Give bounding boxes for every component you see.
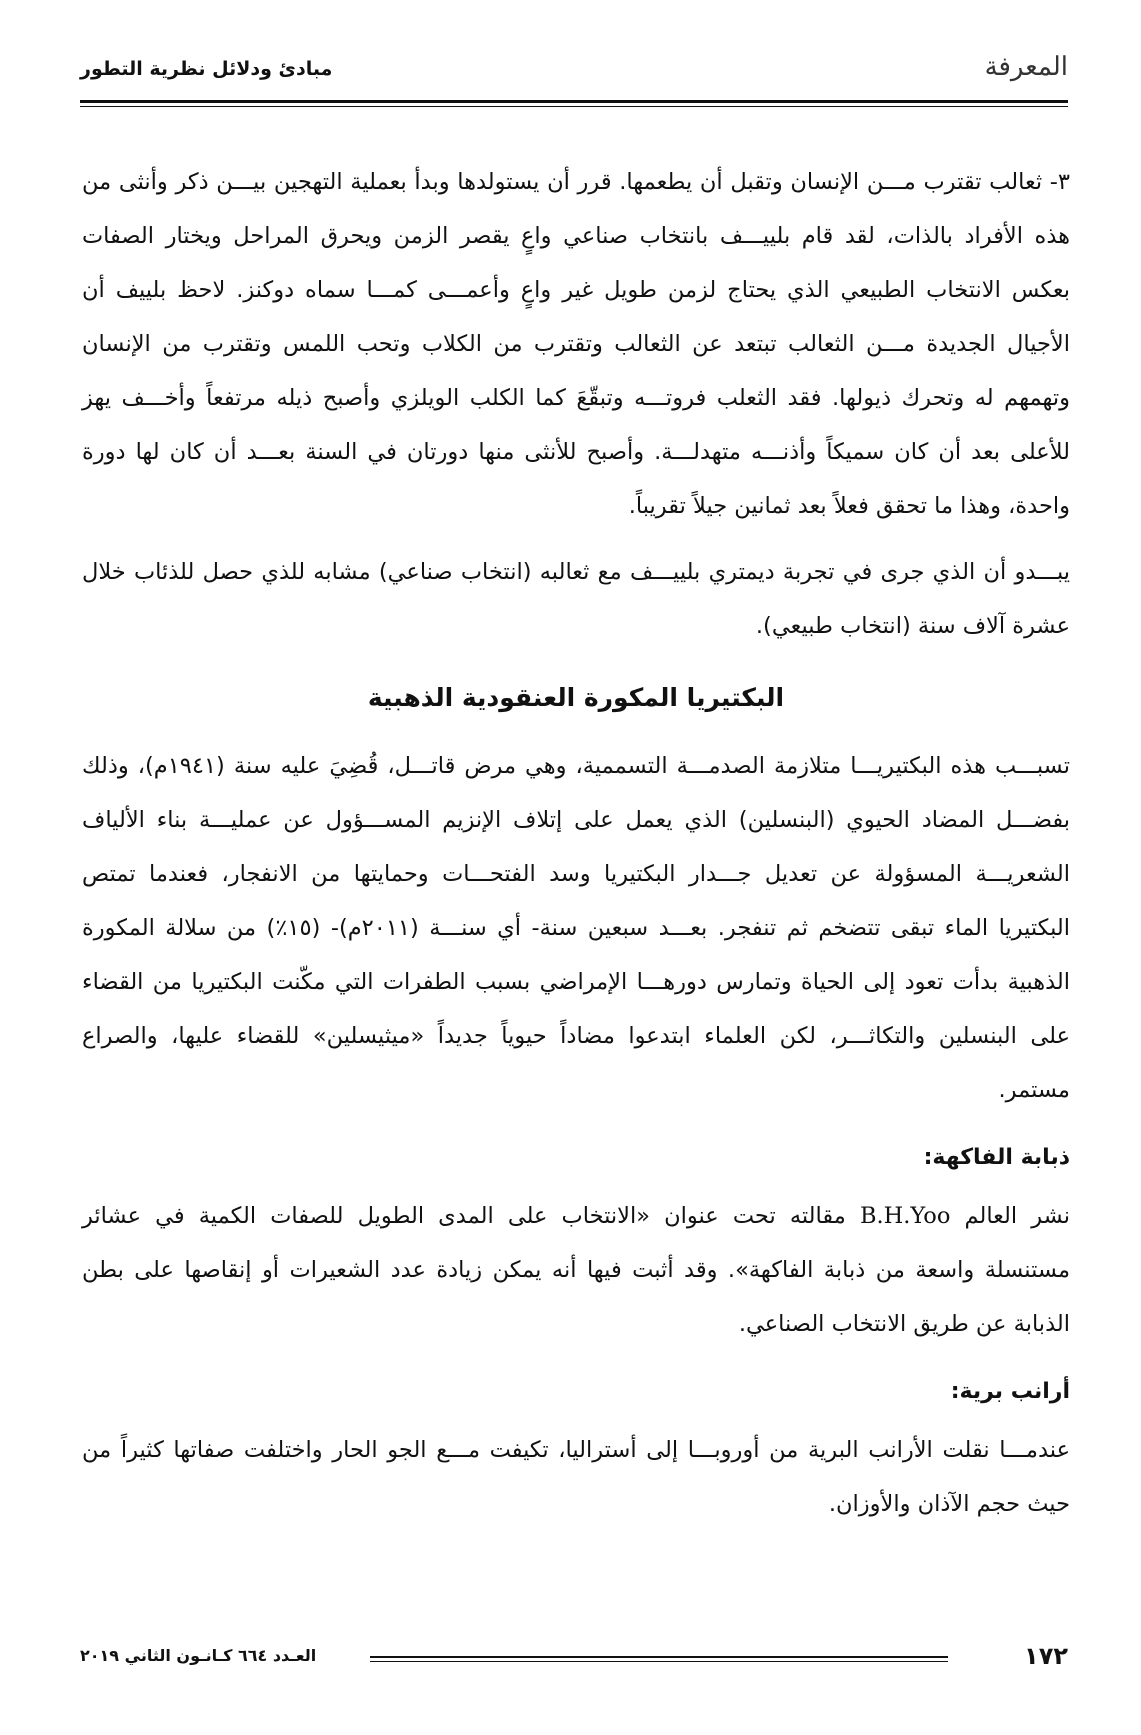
footer-divider: [370, 1656, 948, 1662]
header-divider: [80, 100, 1068, 107]
heading-rabbits: أرانب برية:: [950, 1379, 1070, 1404]
heading-fruit-fly: ذبابة الفاكهة:: [923, 1145, 1070, 1170]
paragraph-fruit-fly: [82, 1189, 1070, 1351]
paragraph-rabbits: عندمـــا نقلت الأرانب البرية من أوروبـــا إلى أستراليا، تكيفت مـــع الجو الحار واختلفت صفاتها كثيراً من حيث حجم الآذان والأوزان.: [82, 1437, 1070, 1517]
fruit-fly-text-start: نشر العالم: [950, 1203, 1070, 1229]
paragraph-comparison: يبـــدو أن الذي جرى في تجربة ديمتري بلييـــف مع ثعالبه (انتخاب صناعي) مشابه للذي حصل للذئاب خلال عشرة آلاف سنة (انتخاب طبيعي).: [82, 559, 1070, 639]
paragraph-bacteria: تسبـــب هذه البكتيريـــا متلازمة الصدمـــة التسممية، وهي مرض قاتـــل، قُضِيَ عليه سنة (١٩٤١م)، وذلك بفضـــل المضاد الحيوي (البنسلين) الذي يعمل على إتلاف الإنزيم المســـؤول عن عمليـــة بناء الألياف الشعريـــة المسؤولة عن تعديل جـــدار البكتيريا وسد الفتحـــات وحمايتها من الانفجار، فعندما تمتص البكتيريا الماء تبقى تتضخم ثم تنفجر. بعـــد سبعين سنة- أي سنـــة (٢٠١١م)- (١٥٪) من سلالة المكورة الذهبية بدأت تعود إلى الحياة وتمارس دورهـــا الإمراضي بسبب الطفرات التي مكّنت البكتيريا من القضاء على البنسلين والتكاثـــر، لكن العلماء ابتدعوا مضاداً حيوياً جديداً «ميثيسلين» للقضاء عليها، والصراع مستمر.: [82, 753, 1071, 1103]
section-title: البكتيريا المكورة العنقودية الذهبية: [367, 683, 785, 712]
page-number: ١٧٢: [1024, 1642, 1068, 1670]
page-header: [80, 48, 1068, 104]
fruit-fly-text-end: مقالته تحت عنوان «الانتخاب على المدى الطويل للصفات الكمية في عشائر مستنسلة واسعة من ذبابة الفاكهة». وقد أثبت فيها أنه يمكن زيادة عدد الشعيرات أو إنقاصها على بطن الذبابة عن طريق الانتخاب الصناعي.: [82, 1203, 1070, 1337]
issue-info: العـدد ٦٦٤ كـانـون الثاني ٢٠١٩: [80, 1646, 317, 1665]
page-footer: [80, 1638, 1068, 1678]
paragraph-foxes: ٣- ثعالب تقترب مـــن الإنسان وتقبل أن يطعمها. قرر أن يستولدها وبدأ بعملية التهجين بيـــن ذكر وأنثى من هذه الأفراد بالذات، لقد قام بلييـــف بانتخاب صناعي واعٍ يقصر الزمن ويحرق المراحل ويختار الصفات بعكس الانتخاب الطبيعي الذي يحتاج لزمن طويل غير واعٍ وأعمـــى كمـــا سماه دوكنز. لاحظ بلييف أن الأجيال الجديدة مـــن الثعالب تبتعد عن الثعالب وتقترب من الكلاب وتحب اللمس وتقترب من الإنسان وتهمهم له وتحرك ذيولها. فقد الثعلب فروتـــه وتبقّعَ كما الكلب الويلزي وأصبح ذيله مرتفعاً وأخـــف يهز للأعلى بعد أن كان سميكاً وأذنـــه متهدلـــة. وأصبح للأنثى منها دورتان في السنة بعـــد أن كان لها دورة واحدة، وهذا ما تحقق فعلاً بعد ثمانين جيلاً تقريباً.: [82, 169, 1070, 519]
article-body: [82, 155, 1070, 1543]
magazine-logo: المعرفة: [984, 52, 1068, 82]
scientist-name: B.H.Yoo: [859, 1203, 951, 1229]
running-title: مبادئ ودلائل نظرية التطور: [80, 58, 333, 80]
